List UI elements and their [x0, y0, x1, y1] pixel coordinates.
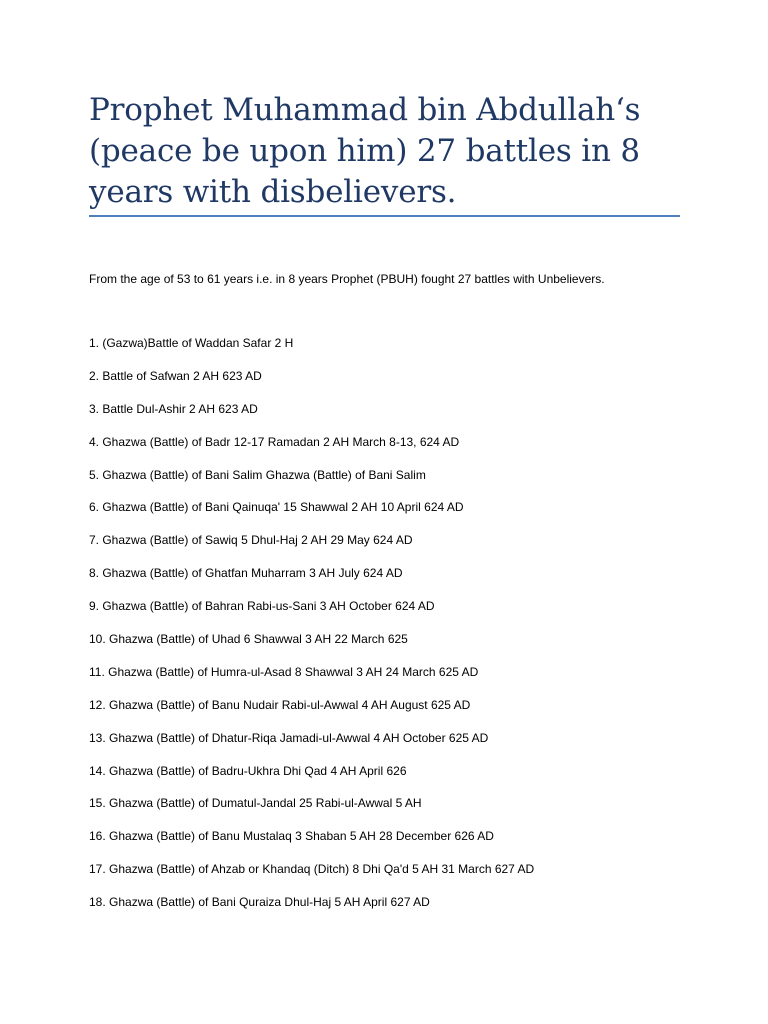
battle-list-item: 8. Ghazwa (Battle) of Ghatfan Muharram 3 AH July 624 AD: [89, 566, 403, 581]
title-underline-divider: [89, 215, 680, 217]
battle-list-item: 12. Ghazwa (Battle) of Banu Nudair Rabi-ul-Awwal 4 AH August 625 AD: [89, 697, 471, 712]
battle-list-item: 7. Ghazwa (Battle) of Sawiq 5 Dhul-Haj 2 AH 29 May 624 AD: [89, 533, 413, 548]
battle-list-item: 11. Ghazwa (Battle) of Humra-ul-Asad 8 Shawwal 3 AH 24 March 625 AD: [89, 664, 479, 679]
battle-list-item: 5. Ghazwa (Battle) of Bani Salim Ghazwa (Battle) of Bani Salim: [89, 467, 426, 482]
battle-list-item: 6. Ghazwa (Battle) of Bani Qainuqa' 15 Shawwal 2 AH 10 April 624 AD: [89, 500, 464, 515]
battle-list-item: 17. Ghazwa (Battle) of Ahzab or Khandaq (Ditch) 8 Dhi Qa'd 5 AH 31 March 627 AD: [89, 862, 535, 877]
battle-list-item: 10. Ghazwa (Battle) of Uhad 6 Shawwal 3 AH 22 March 625: [89, 632, 408, 647]
battle-list-item: 1. (Gazwa)Battle of Waddan Safar 2 H: [89, 336, 294, 350]
battle-list-item: 13. Ghazwa (Battle) of Dhatur-Riqa Jamadi-ul-Awwal 4 AH October 625 AD: [89, 730, 489, 745]
battle-list-item: 9. Ghazwa (Battle) of Bahran Rabi-us-Sani 3 AH October 624 AD: [89, 599, 435, 614]
battle-list-item: 3. Battle Dul-Ashir 2 AH 623 AD: [89, 401, 258, 416]
battle-list-item: 18. Ghazwa (Battle) of Bani Quraiza Dhul-Haj 5 AH April 627 AD: [89, 895, 430, 910]
battle-list-item: 14. Ghazwa (Battle) of Badru-Ukhra Dhi Qad 4 AH April 626: [89, 763, 407, 778]
battle-list-item: 2. Battle of Safwan 2 AH 623 AD: [89, 368, 262, 383]
battle-list: [89, 335, 689, 927]
intro-paragraph: From the age of 53 to 61 years i.e. in 8 years Prophet (PBUH) fought 27 battles with Unbelievers.: [89, 272, 605, 286]
battle-list-item: 16. Ghazwa (Battle) of Banu Mustalaq 3 Shaban 5 AH 28 December 626 AD: [89, 829, 494, 844]
battle-list-item: 4. Ghazwa (Battle) of Badr 12-17 Ramadan 2 AH March 8-13, 624 AD: [89, 434, 460, 449]
battle-list-item: 15. Ghazwa (Battle) of Dumatul-Jandal 25 Rabi-ul-Awwal 5 AH: [89, 796, 422, 811]
document-title: Prophet Muhammad bin Abdullah‘s (peace be upon him) 27 battles in 8 years with disbelievers.: [89, 92, 641, 210]
